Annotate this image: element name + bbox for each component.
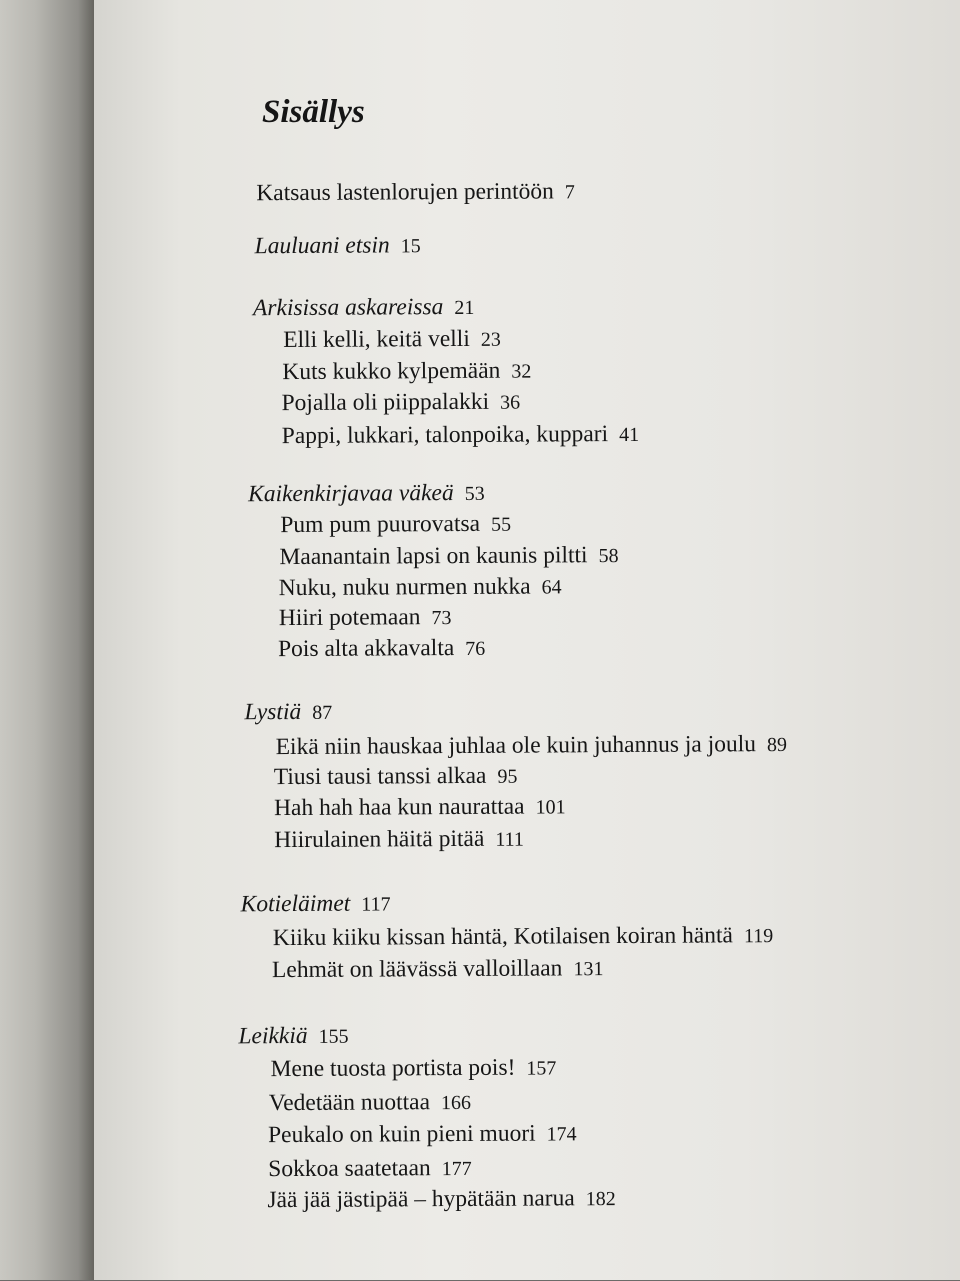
toc-entry — [278, 633, 485, 665]
toc-page-number: 95 — [497, 765, 518, 788]
toc-entry-title: Kaikenkirjavaa väkeä — [248, 480, 454, 508]
book-gutter — [0, 0, 100, 1280]
toc-entry-title: Hah hah haa kun naurattaa — [273, 793, 525, 822]
toc-entry — [279, 540, 618, 573]
toc-entry — [282, 419, 640, 452]
toc-entry — [268, 1118, 577, 1151]
toc-entry-title: Pum pum puurovatsa — [280, 510, 481, 539]
toc-page-number: 157 — [526, 1057, 557, 1080]
toc-entry — [276, 729, 788, 763]
toc-entry-title: Kiiku kiiku kissan häntä, Kotilaisen koiran häntä — [272, 922, 734, 952]
toc-page-number: 15 — [400, 235, 421, 258]
toc-entry-title: Elli kelli, keitä velli — [283, 325, 470, 354]
toc-title: Sisällys — [262, 94, 365, 130]
toc-page-number: 21 — [454, 296, 475, 320]
book-page — [94, 0, 960, 1280]
toc-entry-title: Pappi, lukkari, talonpoika, kuppari — [281, 421, 609, 450]
toc-section-entry — [255, 230, 421, 262]
toc-entry — [272, 953, 604, 986]
toc-page-number: 7 — [564, 181, 575, 204]
toc-entry-title: Lehmät on läävässä valloillaan — [271, 955, 563, 984]
toc-page-number: 23 — [480, 328, 501, 351]
toc-entry-title: Kotieläimet — [240, 890, 351, 918]
toc-page-number: 177 — [441, 1157, 472, 1181]
toc-section-entry — [248, 478, 485, 510]
toc-entry-title: Arkisissa askareissa — [252, 294, 444, 322]
toc-page-number: 182 — [585, 1188, 616, 1211]
table-of-contents — [90, 0, 960, 1281]
toc-page-number: 174 — [546, 1123, 577, 1146]
toc-entry-title: Hiirulainen häitä pitää — [274, 825, 485, 854]
toc-page-number: 36 — [500, 391, 521, 414]
toc-entry-title: Jää jää jästipää – hypätään narua — [267, 1185, 575, 1214]
toc-page-number: 58 — [598, 545, 619, 568]
toc-entry-title: Pois alta akkavalta — [277, 635, 455, 663]
toc-entry — [282, 356, 531, 389]
toc-entry-title: Mene tuosta portista pois! — [270, 1054, 516, 1083]
toc-section-entry — [244, 697, 332, 729]
toc-entry-title: Kuts kukko kylpemään — [282, 357, 501, 386]
toc-page-number: 76 — [465, 637, 486, 660]
toc-entry — [281, 387, 520, 419]
toc-entry-title: Maanantain lapsi on kaunis piltti — [279, 542, 588, 571]
toc-page-number: 117 — [361, 893, 391, 916]
toc-section-entry — [238, 1021, 348, 1053]
toc-page-number: 131 — [573, 958, 604, 981]
toc-page-number: 89 — [766, 733, 788, 757]
toc-entry-title: Lauluani etsin — [254, 232, 390, 260]
toc-entry — [256, 176, 575, 209]
toc-entry-title: Lystiä — [244, 698, 302, 726]
toc-page-number: 55 — [490, 513, 512, 536]
toc-entry — [274, 824, 524, 857]
toc-entry — [267, 1183, 615, 1216]
toc-page-number: 64 — [541, 576, 562, 599]
toc-entry-title: Eikä niin hauskaa juhlaa ole kuin juhannus ja joulu — [275, 731, 757, 761]
toc-entry — [279, 571, 562, 604]
toc-page-number: 41 — [619, 423, 640, 447]
toc-entry — [280, 509, 511, 541]
toc-entry-title: Hiiri potemaan — [278, 604, 421, 632]
toc-section-entry — [253, 292, 475, 324]
toc-section-entry — [241, 888, 391, 920]
toc-entry-title: Katsaus lastenlorujen perintöön — [256, 178, 554, 207]
toc-entry — [271, 1052, 557, 1085]
toc-page-number: 119 — [743, 925, 774, 948]
toc-entry-title: Peukalo on kuin pieni muori — [267, 1120, 536, 1149]
toc-entry — [279, 602, 452, 634]
toc-entry-title: Leikkiä — [238, 1022, 308, 1050]
toc-page-number: 53 — [464, 482, 485, 505]
toc-page-number: 101 — [535, 796, 566, 819]
toc-page-number: 166 — [440, 1091, 472, 1115]
toc-page-number: 32 — [511, 360, 532, 383]
toc-entry — [268, 1153, 472, 1185]
toc-entry — [273, 920, 774, 954]
toc-entry — [283, 324, 501, 356]
toc-entry-title: Tiusi tausi tanssi alkaa — [273, 762, 487, 791]
toc-page-number: 111 — [495, 828, 524, 851]
toc-entry-title: Vedetään nuottaa — [268, 1089, 431, 1117]
toc-entry-title: Nuku, nuku nurmen nukka — [278, 573, 531, 602]
toc-page-number: 155 — [318, 1025, 349, 1048]
toc-entry — [269, 1087, 471, 1119]
toc-entry — [274, 791, 566, 824]
toc-entry — [274, 761, 518, 793]
toc-entry-title: Pojalla oli piippalakki — [281, 388, 490, 417]
toc-entry-title: Sokkoa saatetaan — [268, 1155, 431, 1183]
toc-page-number: 87 — [312, 701, 333, 724]
toc-page-number: 73 — [431, 607, 452, 630]
